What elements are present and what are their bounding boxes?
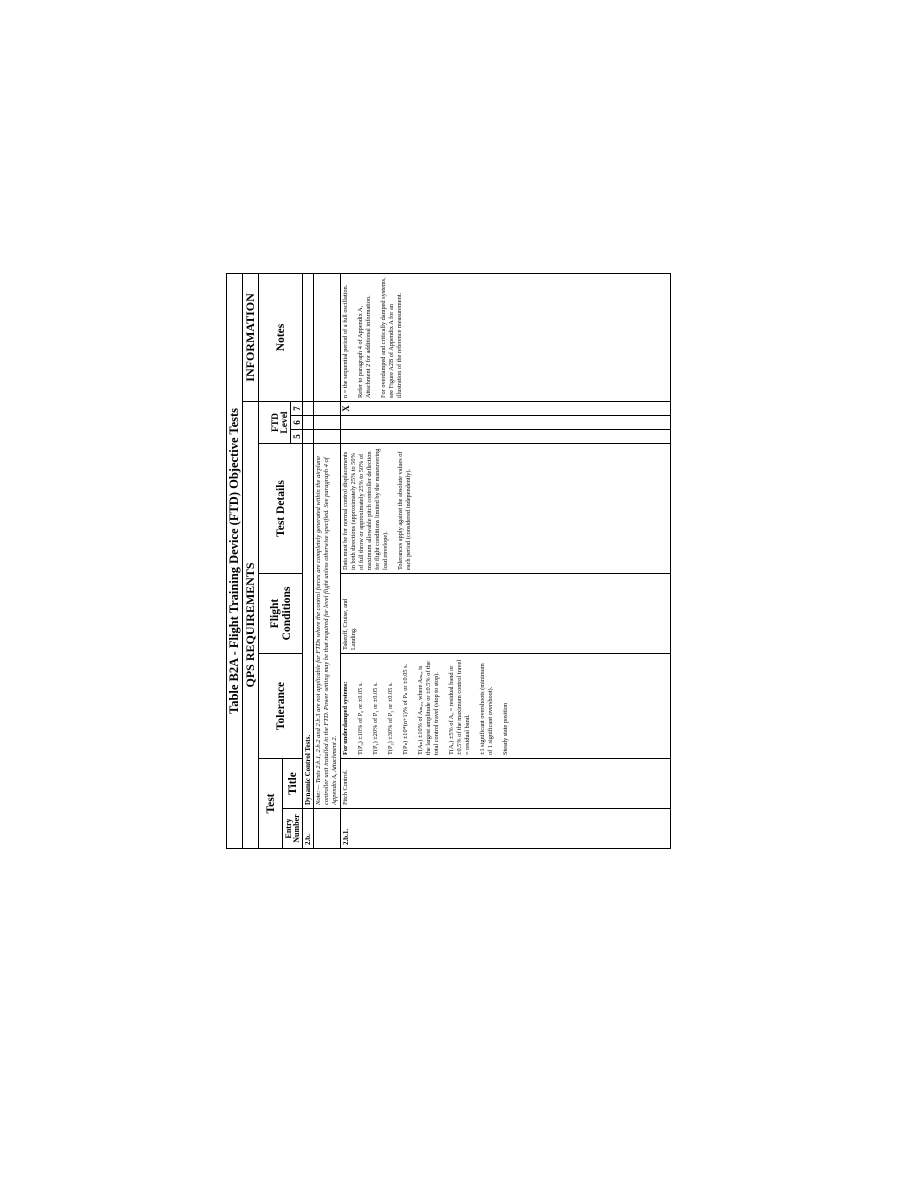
empty-cell: [303, 416, 314, 430]
ftd-level-header: FTD Level: [259, 402, 291, 444]
tolerance-line: T(P₀) ±10% of P₀ or ±0.05 s.: [357, 682, 364, 755]
qps-requirements-header: QPS REQUIREMENTS: [243, 402, 259, 849]
empty-cell: [314, 809, 341, 849]
tolerance-line: T(P₂) ±30% of P₂ or ±0.05 s.: [387, 682, 394, 755]
tolerance-line: T(Aₙ) ±10% of Aₘₐₓ, where Aₘₐₓ is the largest amplitude or ±0.5% of the total control travel (stop to stop).: [417, 661, 440, 755]
section-note: Note:— Tests 2.b.1, 2.b.2 and 2.b.3 are not applicable for FTDs where the control forces are completely generated within the airplane controller unit installed in the FTD. Power setting may be that required for level flight unless otherwise specified. See paragraph 4 of Appendix A, Attachment 2.: [314, 444, 341, 809]
test-details-header: Test Details: [259, 444, 303, 574]
tolerance-line: T(Pₙ) ±10*(n+1)% of Pₙ or ±0.05 s.: [402, 663, 409, 755]
empty-cell: [303, 273, 314, 401]
tolerance-line: For underdamped systems:: [342, 681, 349, 755]
empty-cell: [303, 430, 314, 444]
section-number: 2.b.: [303, 809, 314, 849]
level-6-mark: [341, 416, 671, 430]
level-7-header: 7: [291, 402, 303, 416]
test-header: Test: [259, 759, 283, 849]
tolerance-line: Steady state position: [502, 702, 509, 755]
empty-cell: [314, 430, 341, 444]
level-5-header: 5: [291, 430, 303, 444]
empty-cell: [314, 416, 341, 430]
test-details-cell: [341, 444, 671, 574]
tolerance-line: ±1 significant overshoots (minimum of 1 significant overshoot).: [479, 663, 494, 755]
tolerance-cell: [341, 654, 671, 759]
entry-number: 2.b.1.: [341, 809, 671, 849]
entry-title: Pitch Control.: [341, 759, 671, 809]
tolerance-line: T(Aₐ) ±5% of Aₐ = residual band or ±0.5% of the maximum control travel = residual band.: [448, 659, 471, 755]
empty-cell: [314, 402, 341, 416]
section-title: Dynamic Control Tests.: [303, 444, 314, 809]
test-details-paragraph: Data must be for normal control displacements in both directions (approximately 25% to 50% of full throw or approximately 25% to 50% of maximum allowable pitch controller deflection for flight conditions limited by the maneuvering load envelope).: [342, 448, 389, 570]
level-7-mark: X: [341, 402, 671, 416]
note-paragraph: For overdamped and critically damped systems, see Figure A2B of Appendix A for an illustration of the reference measurement.: [380, 277, 403, 398]
test-details-paragraph: Tolerances apply against the absolute values of each period (considered independently).: [397, 451, 412, 570]
notes-header: Notes: [259, 273, 303, 401]
empty-cell: [314, 273, 341, 401]
note-paragraph: Refer to paragraph 4 of Appendix A, Attachment 2 for additional information.: [357, 295, 372, 398]
note-paragraph: n = the sequential period of a full oscillation.: [342, 284, 349, 398]
title-header: Title: [283, 759, 303, 809]
notes-cell: [341, 273, 671, 401]
tolerance-header: Tolerance: [259, 654, 303, 759]
information-header: INFORMATION: [243, 273, 259, 401]
flight-conditions-header: Flight Conditions: [259, 574, 303, 654]
flight-conditions-cell: Takeoff, Cruise, and Landing.: [341, 574, 671, 654]
objective-tests-table: [226, 273, 671, 849]
tolerance-line: T(P₁) ±20% of P₁ or ±0.05 s.: [372, 682, 379, 755]
table-title: Table B2A - Flight Training Device (FTD) Objective Tests: [227, 273, 243, 848]
empty-cell: [303, 402, 314, 416]
rotated-table-container: [226, 274, 693, 849]
level-5-mark: [341, 430, 671, 444]
level-6-header: 6: [291, 416, 303, 430]
entry-number-header: Entry Number: [283, 809, 303, 849]
